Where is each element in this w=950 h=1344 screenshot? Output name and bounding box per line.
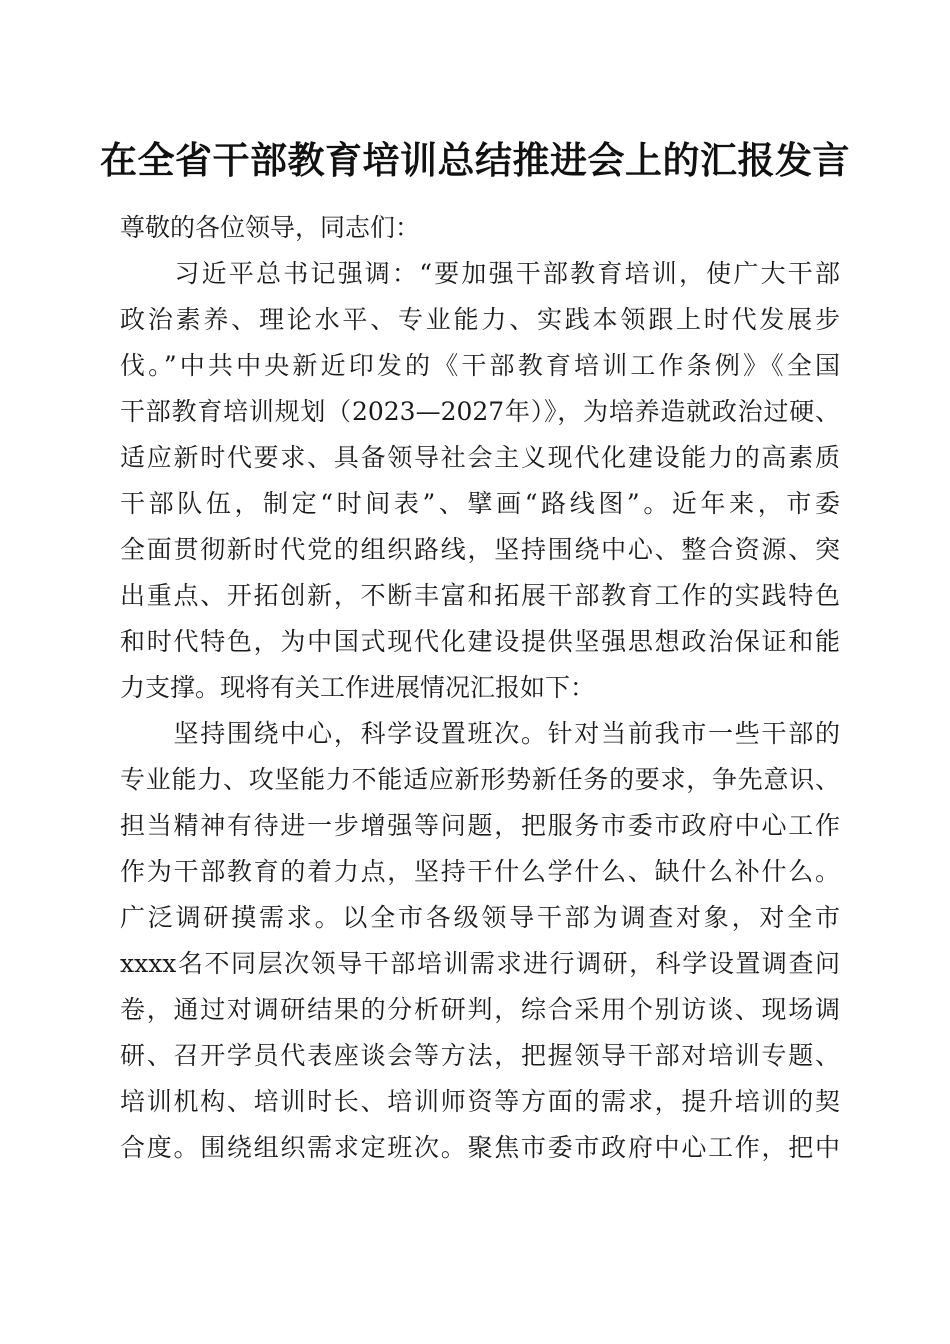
paragraph-line: 担当精神有待进一步增强等问题，把服务市委市政府中心工作 [120,811,840,840]
paragraph-line: 研、召开学员代表座谈会等方法，把握领导干部对培训专题、 [120,1041,840,1070]
paragraph-line: 培训机构、培训时长、培训师资等方面的需求，提升培训的契 [120,1087,840,1116]
paragraph-line: 出重点、开拓创新，不断丰富和拓展干部教育工作的实践特色 [120,581,840,610]
paragraph-line: 坚持围绕中心，科学设置班次。针对当前我市一些干部的 [120,719,840,748]
paragraph-line: 力支撑。现将有关工作进展情况汇报如下： [120,673,596,702]
document-body [120,205,840,1171]
paragraph-line: 广泛调研摸需求。以全市各级领导干部为调查对象，对全市 [120,903,840,932]
paragraph-line: 政治素养、理论水平、专业能力、实践本领跟上时代发展步 [120,305,840,334]
paragraph-line: 专业能力、攻坚能力不能适应新形势新任务的要求，争先意识、 [120,765,840,794]
paragraph-line: 全面贯彻新时代党的组织路线，坚持围绕中心、整合资源、突 [120,535,840,564]
paragraph-line: 作为干部教育的着力点，坚持干什么学什么、缺什么补什么。 [120,857,840,886]
paragraph-line: 干部队伍，制定“时间表”、擘画“路线图”。近年来，市委 [120,489,840,518]
salutation-line: 尊敬的各位领导，同志们： [120,213,421,242]
paragraph-line: 和时代特色，为中国式现代化建设提供坚强思想政治保证和能 [120,627,840,656]
paragraph-line: xxxx名不同层次领导干部培训需求进行调研，科学设置调查问 [120,949,840,978]
paragraph-line: 卷，通过对调研结果的分析研判，综合采用个别访谈、现场调 [120,995,840,1024]
paragraph-line: 伐。”中共中央新近印发的《干部教育培训工作条例》《全国 [120,351,840,380]
document-title: 在全省干部教育培训总结推进会上的汇报发言 [100,138,850,182]
paragraph-line: 合度。围绕组织需求定班次。聚焦市委市政府中心工作，把中 [120,1133,840,1162]
paragraph-line: 适应新时代要求、具备领导社会主义现代化建设能力的高素质 [120,443,840,472]
paragraph-line: 干部教育培训规划（2023—2027年）》，为培养造就政治过硬、 [120,397,840,426]
paragraph-line: 习近平总书记强调：“要加强干部教育培训，使广大干部 [120,259,840,288]
